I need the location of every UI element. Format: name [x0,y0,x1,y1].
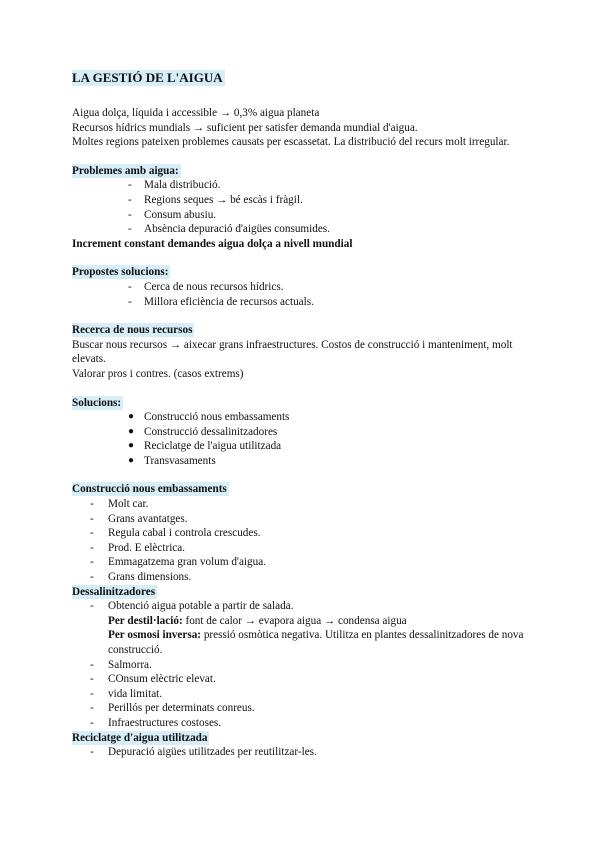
dash-marker: - [90,746,94,759]
list-item: - Obtenció aigua potable a partir de salada. [90,600,294,613]
list-item-detail [72,614,542,629]
dash-marker: - [90,556,94,569]
dash-marker: - [90,512,94,525]
dash-marker: - [128,295,132,308]
dash-marker: - [128,193,132,206]
list-item: - Emmagatzema gran volum d'aigua. [90,556,266,569]
problemes-list [72,178,542,236]
list-item: - Grans avantatges. [90,512,188,525]
list-item: - Absència depuració d'aigües consumides. [128,223,330,236]
solucions-list [72,410,542,468]
problemes-heading: Problemes amb aigua: [72,164,179,177]
reciclatge-heading: Reciclatge d'aigua utilitzada [72,731,208,744]
list-item: - Molt car. [90,498,149,511]
list-item: - Cerca de nous recursos hídrics. [128,280,284,293]
dessalinitzadores-list [72,599,542,730]
reciclatge-list [72,745,542,760]
intro-line: Recursos hídrics mundials → suficient per satisfer demanda mundial d'aigua. [72,121,418,134]
list-item: - Regula cabal i controla crescudes. [90,527,261,540]
dash-marker: - [90,498,94,511]
bullet-marker: ● [128,454,135,466]
solucions-heading: Solucions: [72,396,122,409]
bullet-marker: ● [128,411,135,423]
list-item: - COnsum elèctric elevat. [90,673,216,686]
list-item: - Consum abusiu. [128,208,217,221]
dash-marker: - [90,658,94,671]
page-title: LA GESTIÓ DE L'AIGUA [72,70,223,85]
embassaments-list [72,497,542,585]
dash-marker: - [90,673,94,686]
dash-marker: - [90,687,94,700]
dash-marker: - [90,600,94,613]
propostes-heading: Propostes solucions: [72,266,169,279]
dash-marker: - [128,223,132,236]
dash-marker: - [90,702,94,715]
embassaments-heading: Construcció nous embassaments [72,483,227,496]
list-item: - Salmorra. [90,658,152,671]
dash-marker: - [90,541,94,554]
osmosi-text: pressió osmòtica negativa. Utilitza en plantes dessalinitzadores de nova construcció. [108,629,524,656]
destil-text: font de calor → evapora aigua → condensa aigua [182,614,407,627]
list-item: - Depuració aigües utilitzades per reutilitzar-les. [90,746,317,759]
destil-label: Per destil·lació: [108,614,183,627]
recerca-heading: Recerca de nous recursos [72,324,193,337]
list-item: - Prod. E elèctrica. [90,541,186,554]
list-item-detail [72,628,542,657]
list-item: ● Construcció dessalinitzadores [128,425,278,438]
intro-line: Aigua dolça, líquida i accessible → 0,3% aigua planeta [72,107,320,119]
list-item: - Mala distribució. [128,179,221,192]
list-item: - Regions seques → bé escàs i fràgil. [128,193,303,206]
dessalinitzadores-heading: Dessalinitzadores [72,585,156,598]
recerca-line: Buscar nous recursos → aixecar grans infraestructures. Costos de construcció i manteniment, molt elevats. [72,338,513,366]
recerca-line: Valorar pros i contres. (casos extrems) [72,367,244,380]
dash-marker: - [128,208,132,221]
document-page [72,70,542,760]
list-item: ● Transvasaments [128,454,216,467]
list-item: - Grans dimensions. [90,571,192,584]
list-item: - vida limitat. [90,687,163,700]
problemes-conclusion: Increment constant demandes aigua dolça a nivell mundial [72,237,353,250]
list-item: - Infraestructures costoses. [90,716,222,729]
propostes-list [72,280,542,309]
dash-marker: - [90,571,94,584]
dash-marker: - [128,179,132,192]
bullet-marker: ● [128,425,135,437]
dash-marker: - [90,527,94,540]
bullet-marker: ● [128,440,135,452]
dash-marker: - [128,280,132,293]
dash-marker: - [90,716,94,729]
list-item: - Millora eficiència de recursos actuals. [128,295,314,308]
list-item: ● Reciclatge de l'aigua utilitzada [128,440,282,453]
intro-line: Moltes regions pateixen problemes causats per escassetat. La distribució del recurs molt irregular. [72,136,510,149]
list-item: ● Construcció nous embassaments [128,411,290,424]
osmosi-label: Per osmosi inversa: [108,629,202,642]
list-item: - Perillós per determinats conreus. [90,702,255,715]
